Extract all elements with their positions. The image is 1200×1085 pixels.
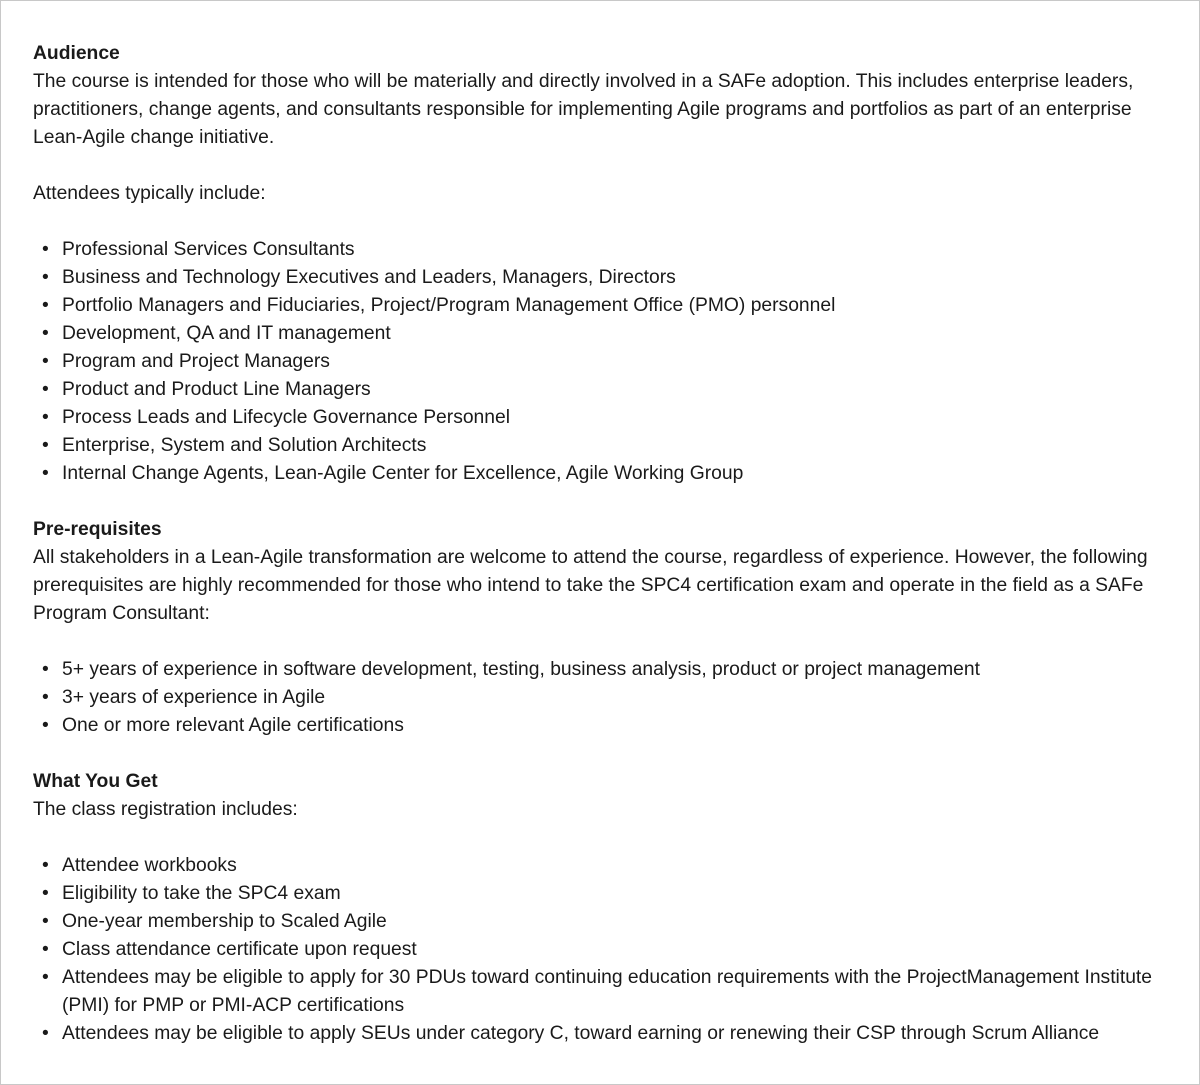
list-item-text: Enterprise, System and Solution Architects bbox=[62, 435, 427, 456]
bullet-icon: • bbox=[42, 435, 49, 456]
list-item-text: Internal Change Agents, Lean-Agile Center for Excellence, Agile Working Group bbox=[62, 463, 744, 484]
list-item-text: Program and Project Managers bbox=[62, 351, 330, 372]
bullet-icon: • bbox=[42, 967, 49, 988]
audience-paragraph: The course is intended for those who will be materially and directly involved in a SAFe adoption. This includes enterprise leaders, practitioners, change agents, and consultants responsible for implementing Agile programs and portfolios as part of an enterprise Lean-Agile change initiative. bbox=[33, 71, 1134, 148]
bullet-icon: • bbox=[42, 351, 49, 372]
list-item bbox=[33, 404, 1167, 432]
what-you-get-intro: The class registration includes: bbox=[33, 799, 298, 820]
list-item bbox=[33, 712, 1167, 740]
list-item bbox=[33, 964, 1167, 1020]
spacer bbox=[33, 740, 1167, 768]
bullet-icon: • bbox=[42, 855, 49, 876]
list-item-text: Attendee workbooks bbox=[62, 855, 237, 876]
list-item bbox=[33, 292, 1167, 320]
bullet-icon: • bbox=[42, 659, 49, 680]
prerequisites-section bbox=[33, 516, 1167, 740]
spacer bbox=[33, 628, 1167, 656]
list-item-text: Attendees may be eligible to apply SEUs under category C, toward earning or renewing their CSP through Scrum Alliance bbox=[62, 1023, 1100, 1044]
spacer bbox=[33, 208, 1167, 236]
bullet-icon: • bbox=[42, 883, 49, 904]
what-you-get-section bbox=[33, 768, 1167, 1048]
list-item bbox=[33, 684, 1167, 712]
list-item bbox=[33, 1020, 1167, 1048]
list-item bbox=[33, 348, 1167, 376]
list-item bbox=[33, 264, 1167, 292]
list-item bbox=[33, 376, 1167, 404]
audience-heading: Audience bbox=[33, 43, 120, 64]
list-item-text: 5+ years of experience in software development, testing, business analysis, product or project management bbox=[62, 659, 980, 680]
audience-section bbox=[33, 40, 1167, 488]
list-item-text: Portfolio Managers and Fiduciaries, Project/Program Management Office (PMO) personnel bbox=[62, 295, 836, 316]
bullet-icon: • bbox=[42, 715, 49, 736]
list-item bbox=[33, 908, 1167, 936]
what-you-get-list bbox=[33, 852, 1167, 1048]
list-item bbox=[33, 852, 1167, 880]
list-item-text: Attendees may be eligible to apply for 30 PDUs toward continuing education requirements with the ProjectManagement Institute (PMI) for PMP or PMI-ACP certifications bbox=[62, 967, 1153, 1016]
spacer bbox=[33, 488, 1167, 516]
spacer bbox=[33, 824, 1167, 852]
bullet-icon: • bbox=[42, 687, 49, 708]
bullet-icon: • bbox=[42, 239, 49, 260]
list-item-text: Eligibility to take the SPC4 exam bbox=[62, 883, 341, 904]
bullet-icon: • bbox=[42, 407, 49, 428]
list-item-text: One-year membership to Scaled Agile bbox=[62, 911, 387, 932]
bullet-icon: • bbox=[42, 1023, 49, 1044]
list-item-text: Business and Technology Executives and Leaders, Managers, Directors bbox=[62, 267, 676, 288]
list-item-text: Professional Services Consultants bbox=[62, 239, 355, 260]
list-item bbox=[33, 936, 1167, 964]
bullet-icon: • bbox=[42, 911, 49, 932]
spacer bbox=[33, 152, 1167, 180]
audience-list bbox=[33, 236, 1167, 488]
list-item bbox=[33, 656, 1167, 684]
list-item-text: One or more relevant Agile certifications bbox=[62, 715, 404, 736]
bullet-icon: • bbox=[42, 463, 49, 484]
list-item-text: 3+ years of experience in Agile bbox=[62, 687, 326, 708]
list-item bbox=[33, 320, 1167, 348]
prerequisites-list bbox=[33, 656, 1167, 740]
prerequisites-paragraph: All stakeholders in a Lean-Agile transformation are welcome to attend the course, regardless of experience. However, the following prerequisites are highly recommended for those who intend to take the SPC4 certification exam and operate in the field as a SAFe Program Consultant: bbox=[33, 547, 1148, 624]
audience-intro: Attendees typically include: bbox=[33, 183, 266, 204]
list-item bbox=[33, 236, 1167, 264]
list-item-text: Development, QA and IT management bbox=[62, 323, 391, 344]
list-item bbox=[33, 460, 1167, 488]
list-item bbox=[33, 432, 1167, 460]
bullet-icon: • bbox=[42, 323, 49, 344]
list-item-text: Class attendance certificate upon request bbox=[62, 939, 417, 960]
bullet-icon: • bbox=[42, 295, 49, 316]
list-item bbox=[33, 880, 1167, 908]
bullet-icon: • bbox=[42, 267, 49, 288]
list-item-text: Process Leads and Lifecycle Governance Personnel bbox=[62, 407, 511, 428]
prerequisites-heading: Pre-requisites bbox=[33, 519, 162, 540]
bullet-icon: • bbox=[42, 939, 49, 960]
what-you-get-heading: What You Get bbox=[33, 771, 158, 792]
bullet-icon: • bbox=[42, 379, 49, 400]
list-item-text: Product and Product Line Managers bbox=[62, 379, 371, 400]
